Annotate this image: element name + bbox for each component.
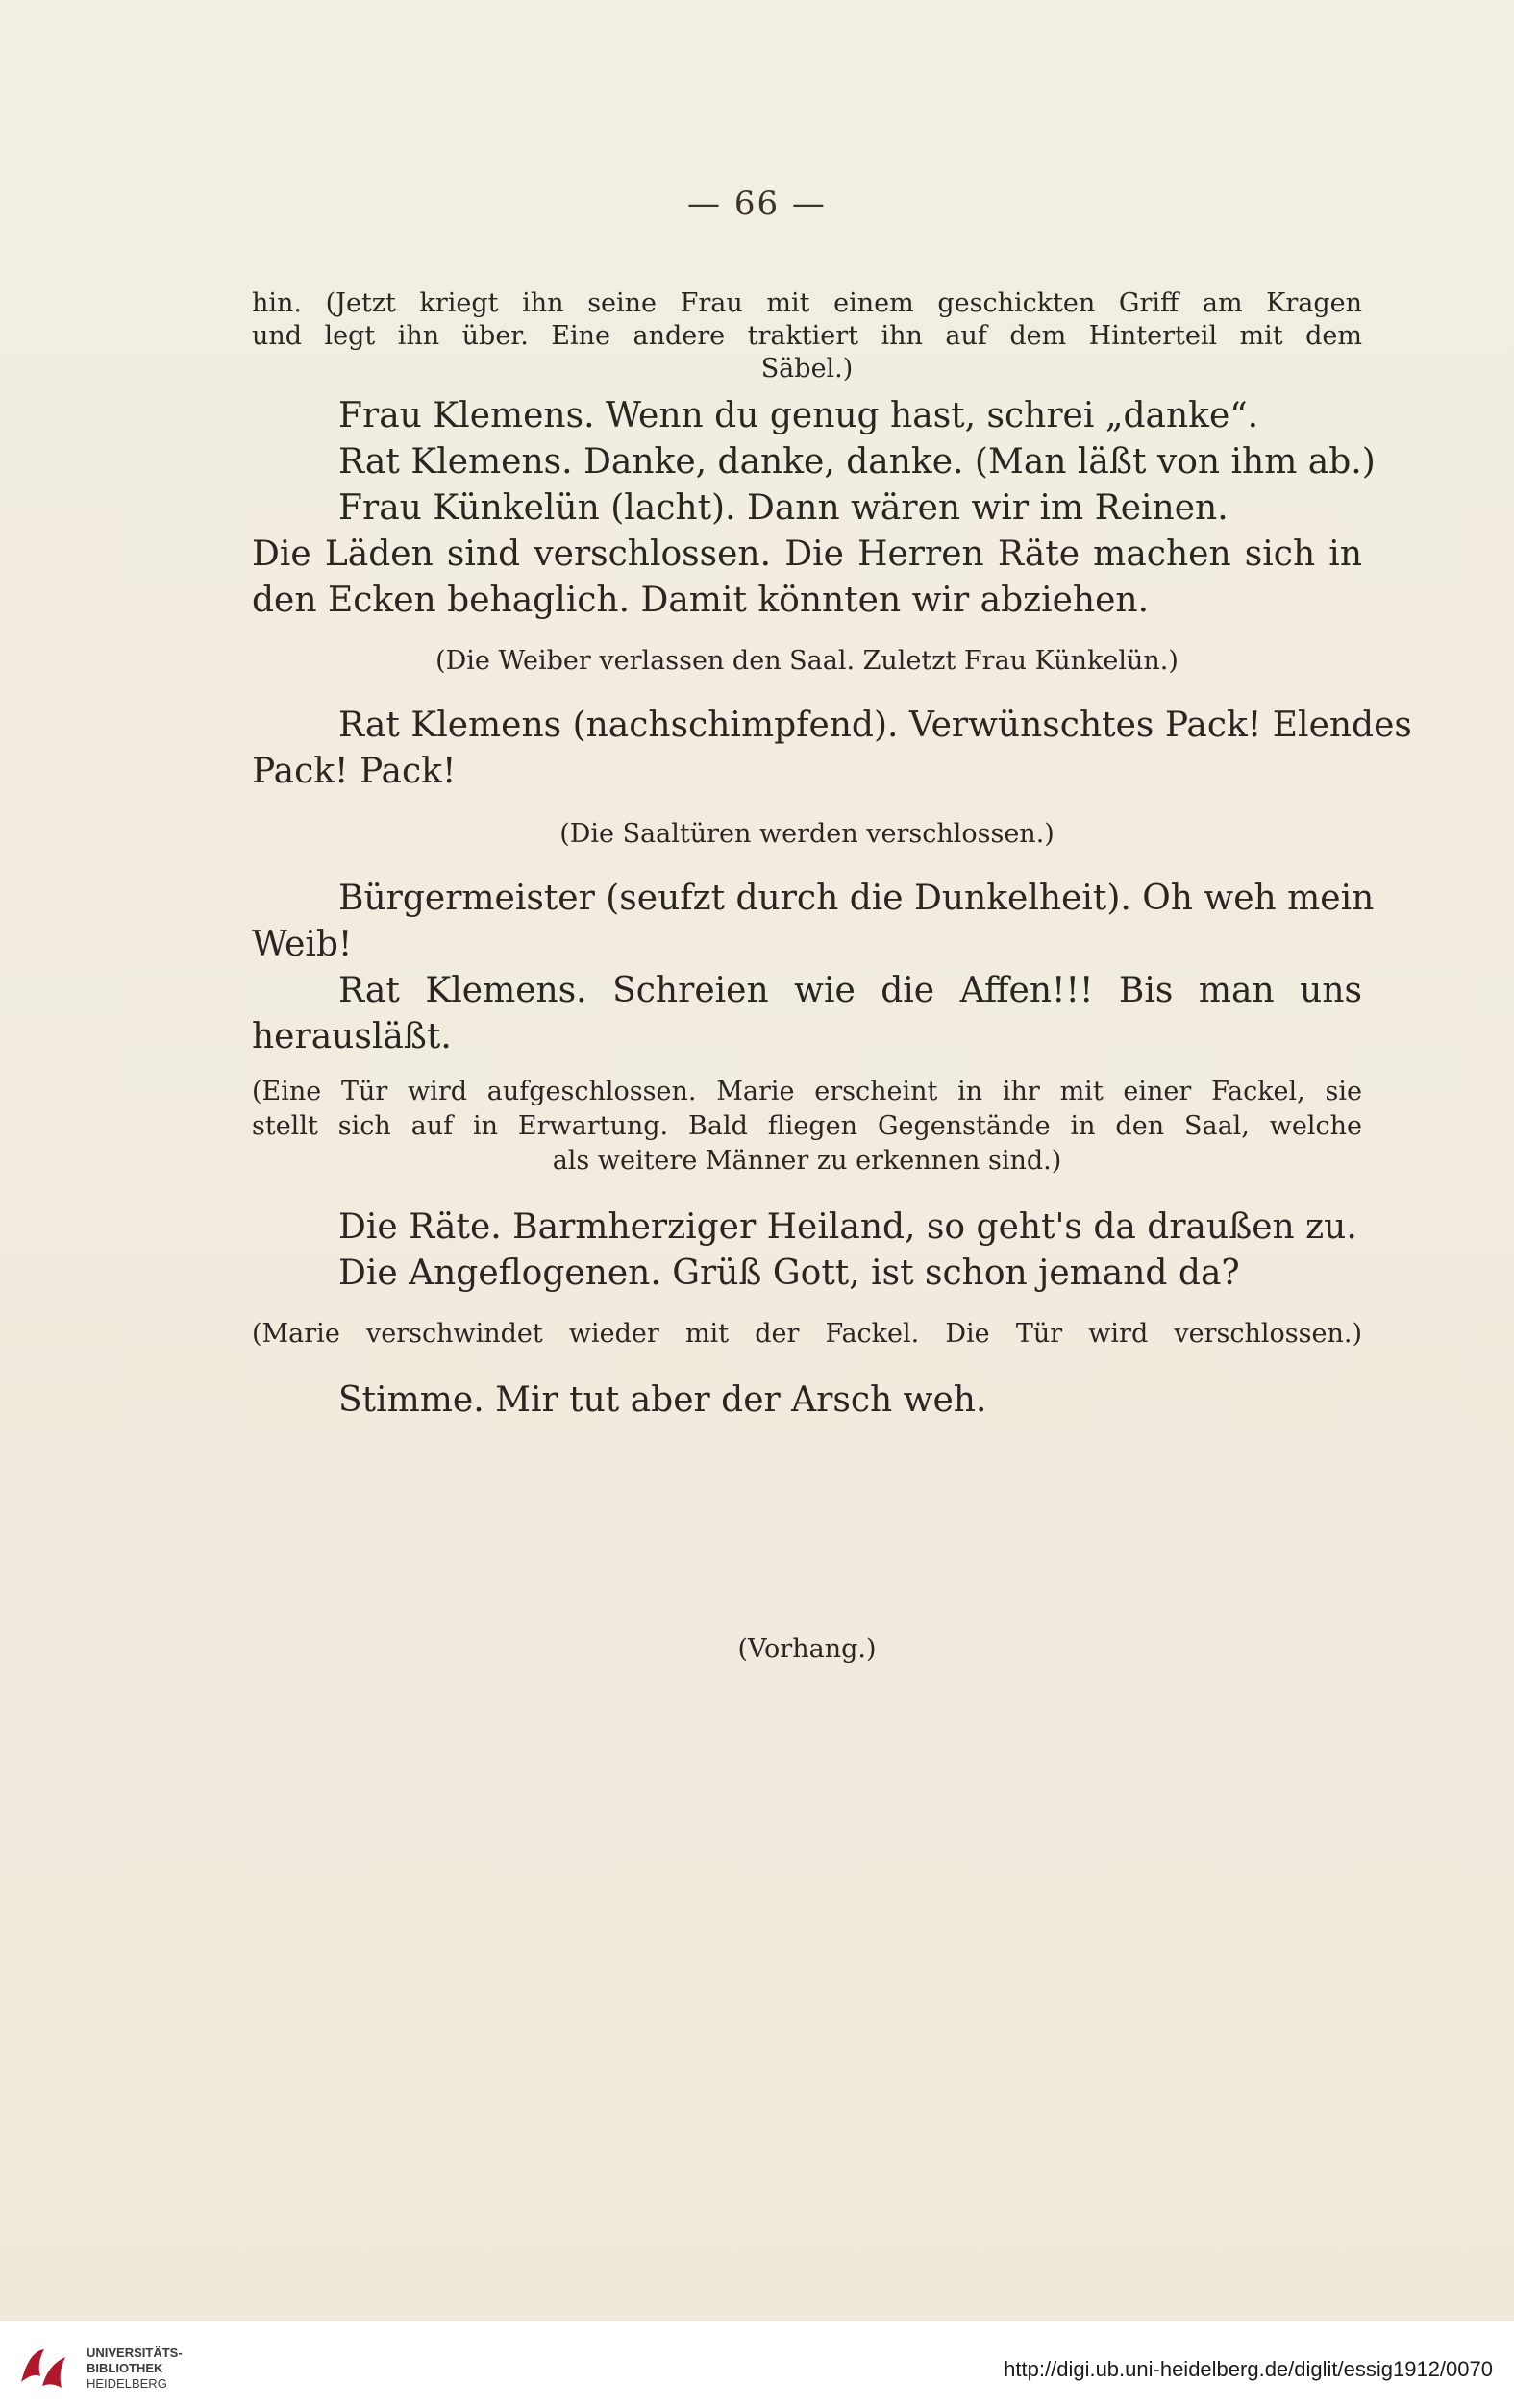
library-name-line-2: BIBLIOTHEK <box>87 2361 163 2375</box>
text-line: und legt ihn über. Eine andere traktiert ihn auf dem Hinterteil mit dem <box>252 321 1362 351</box>
text-line: Rat Klemens (nachschimpfend). Verwünschtes Pack! Elendes <box>338 706 1412 745</box>
text-line: den Ecken behaglich. Damit könnten wir abziehen. <box>252 581 1150 620</box>
text-line: hin. (Jetzt kriegt ihn seine Frau mit einem geschickten Griff am Kragen <box>252 288 1362 318</box>
text-line: (Vorhang.) <box>737 1634 877 1664</box>
text-line: Weib! <box>252 925 353 964</box>
text-line: (Die Saaltüren werden verschlossen.) <box>559 819 1055 849</box>
text-line: Rat Klemens. Danke, danke, danke. (Man läßt von ihm ab.) <box>338 442 1376 482</box>
text-line: (Eine Tür wird aufgeschlossen. Marie erscheint in ihr mit einer Fackel, sie <box>252 1077 1362 1106</box>
text-line: stellt sich auf in Erwartung. Bald fliegen Gegenstände in den Saal, welche <box>252 1111 1362 1141</box>
library-name <box>87 2346 183 2392</box>
text-line: Die Angeflogenen. Grüß Gott, ist schon jemand da? <box>338 1254 1240 1293</box>
library-name-line-3: HEIDELBERG <box>87 2376 167 2391</box>
text-line: (Die Weiber verlassen den Saal. Zuletzt Frau Künkelün.) <box>435 646 1179 676</box>
text-line: Pack! Pack! <box>252 752 457 791</box>
source-url[interactable]: http://digi.ub.uni-heidelberg.de/diglit/essig1912/0070 <box>1004 2357 1493 2381</box>
text-line: Rat Klemens. Schreien wie die Affen!!! Bis man uns <box>338 971 1362 1010</box>
text-line: Säbel.) <box>760 354 854 384</box>
text-line: Frau Künkelün (lacht). Dann wären wir im Reinen. <box>338 488 1229 528</box>
text-line: (Marie verschwindet wieder mit der Fackel. Die Tür wird verschlossen.) <box>252 1319 1362 1349</box>
library-name-line-1: UNIVERSITÄTS- <box>87 2346 183 2360</box>
text-line: Die Räte. Barmherziger Heiland, so geht's da draußen zu. <box>338 1207 1357 1247</box>
text-line: herausläßt. <box>252 1017 452 1056</box>
text-line: Die Läden sind verschlossen. Die Herren Räte machen sich in <box>252 534 1362 574</box>
text-line: Stimme. Mir tut aber der Arsch weh. <box>338 1380 987 1420</box>
library-logo-icon <box>15 2344 73 2396</box>
text-line: Bürgermeister (seufzt durch die Dunkelheit). Oh weh mein <box>338 879 1375 918</box>
page-number: — 66 — <box>687 185 827 223</box>
text-line: als weitere Männer zu erkennen sind.) <box>552 1146 1062 1176</box>
text-line: Frau Klemens. Wenn du genug hast, schrei „danke“. <box>338 396 1259 435</box>
